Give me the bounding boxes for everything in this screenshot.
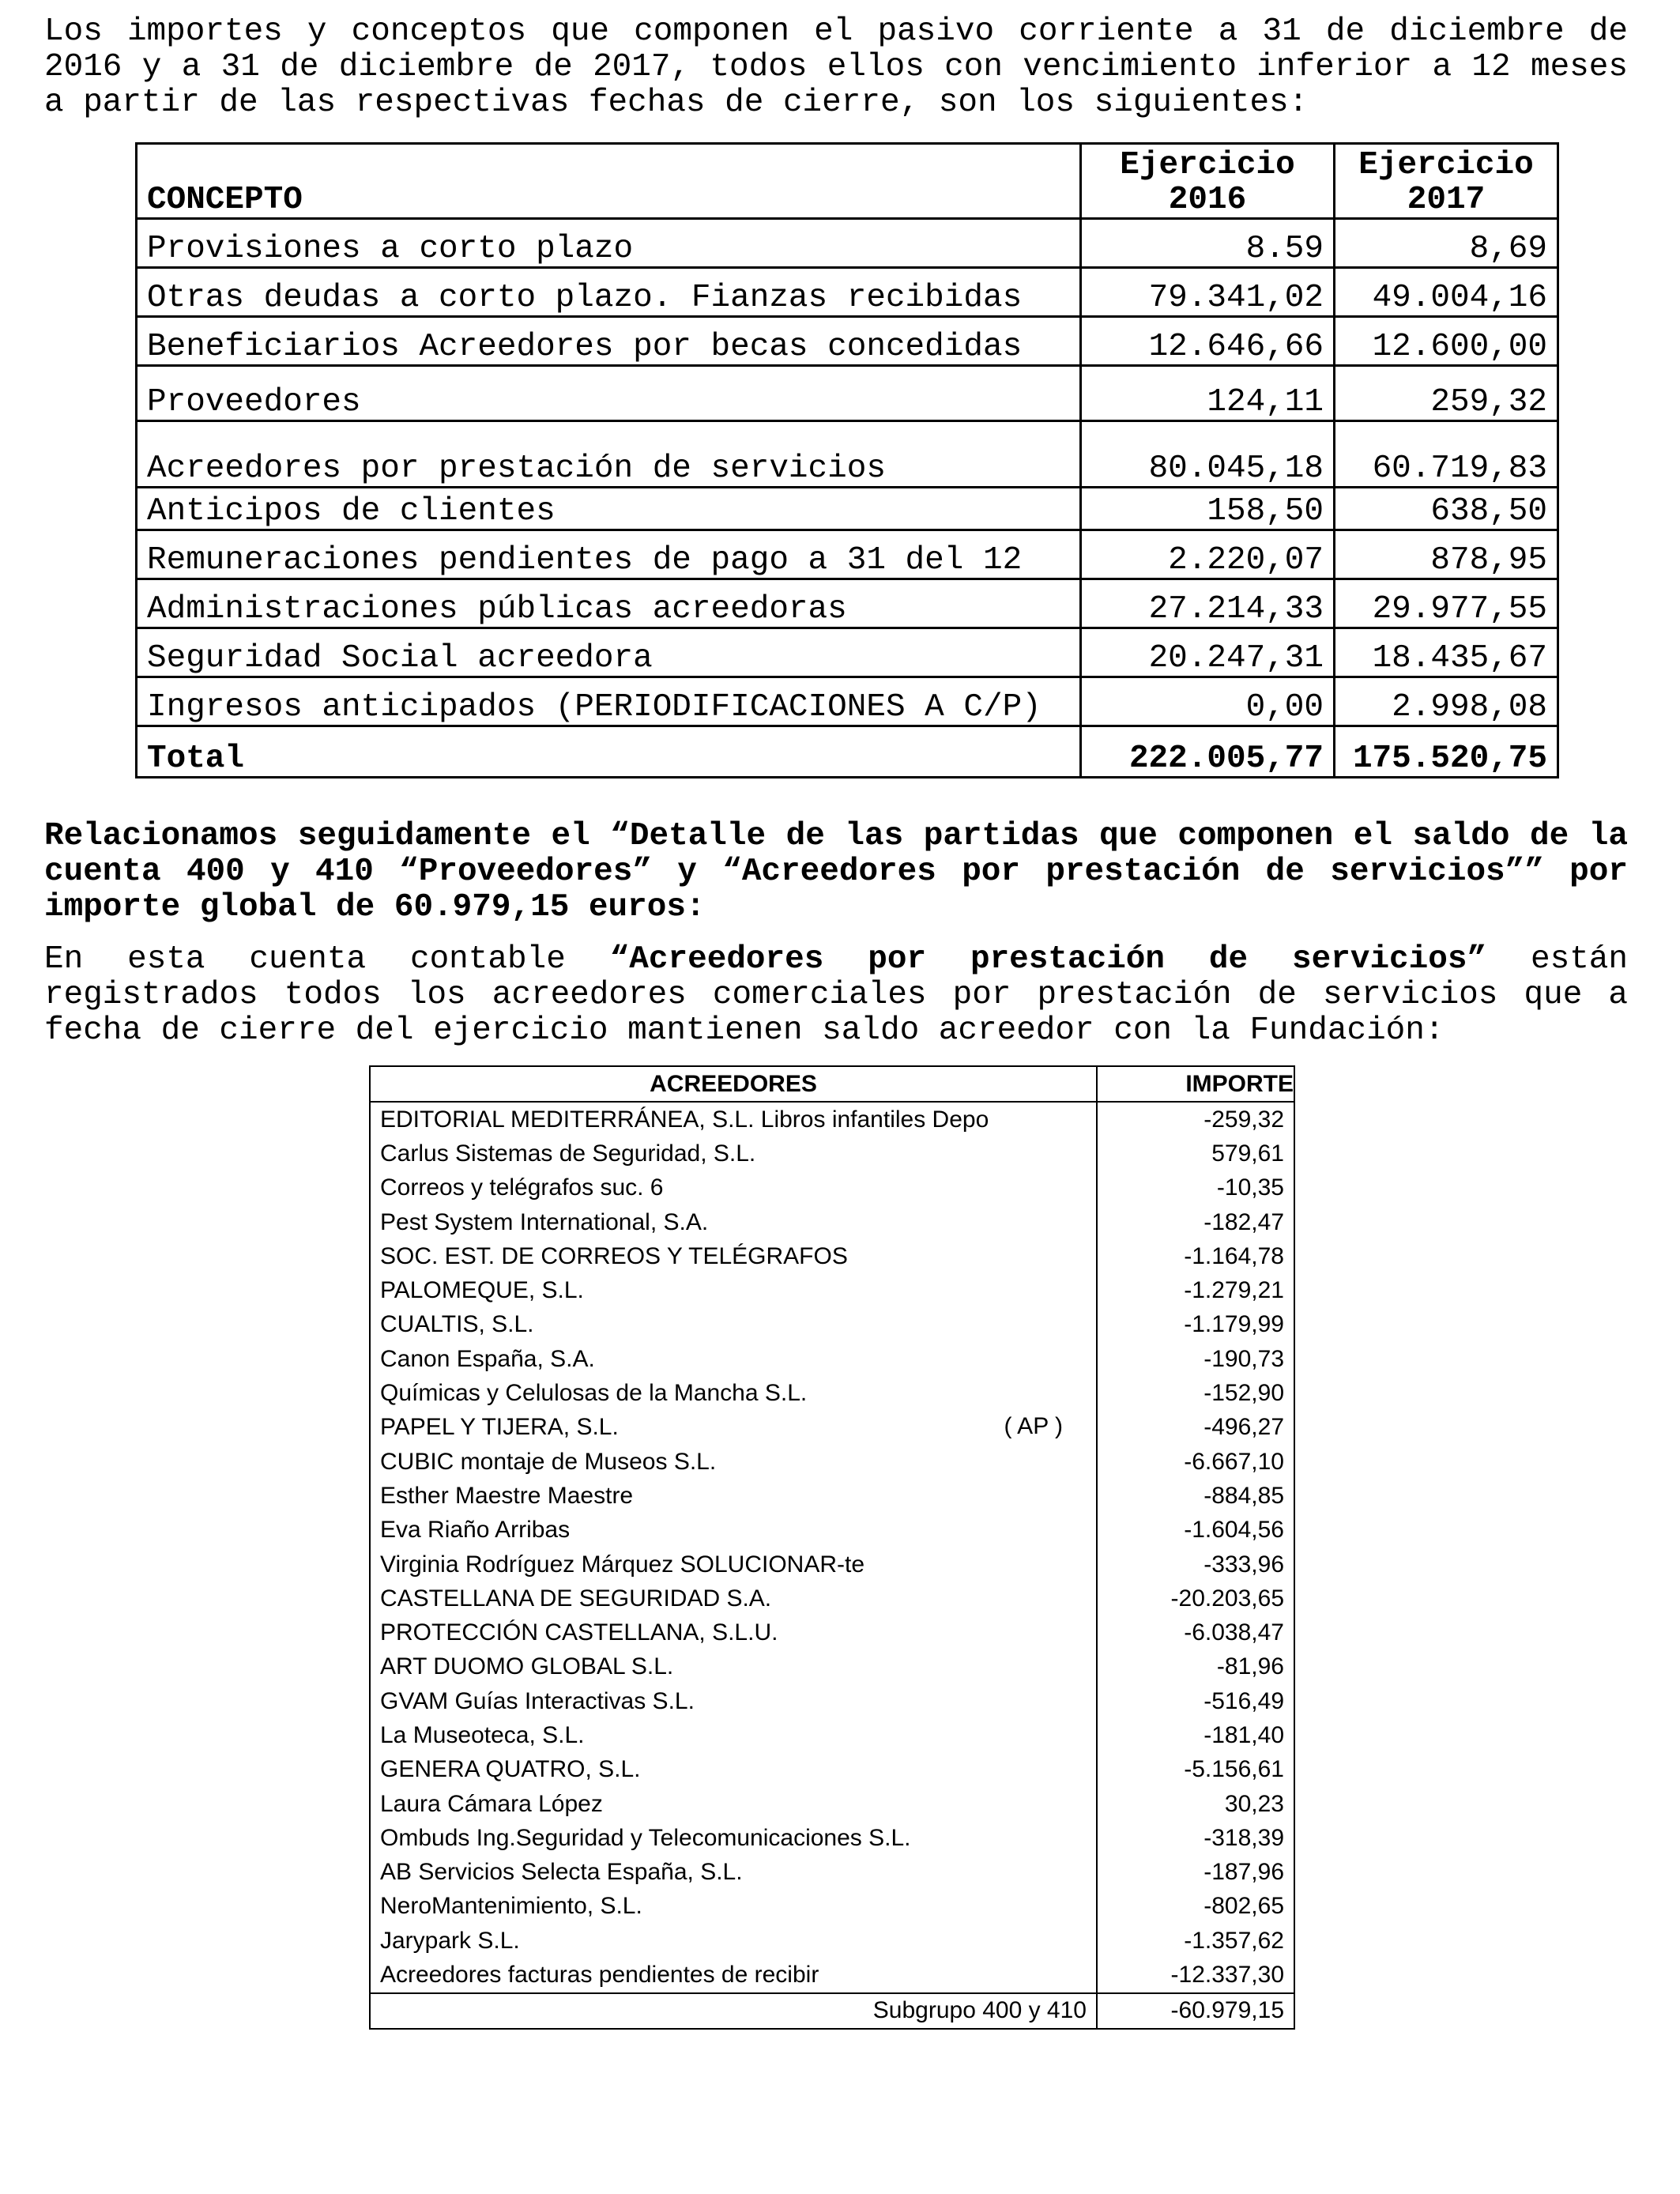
creditor-name: Laura Cámara López [380, 1790, 603, 1817]
creditor-amount: -333,96 [1203, 1551, 1284, 1578]
list-item [370, 1547, 1294, 1581]
list-item [370, 1171, 1294, 1205]
creditor-name: Canon España, S.A. [380, 1345, 595, 1372]
creditors-header-row [370, 1066, 1294, 1102]
concept-cell: Proveedores [137, 366, 1081, 421]
creditor-name-cell [370, 1445, 1097, 1479]
list-item [370, 1102, 1294, 1137]
creditor-name-cell [370, 1514, 1097, 1547]
list-item [370, 1308, 1294, 1342]
accounts-paragraph [44, 942, 1628, 1049]
intro-paragraph: Los importes y conceptos que componen el pasivo corriente a 31 de diciembre de 2016 y a 31 de diciembre de 2017, todos ellos con vencimiento inferior a 12 meses a partir de las respectivas fechas de cierre, son los siguientes: [44, 13, 1628, 121]
table-row [137, 579, 1558, 628]
creditor-amount: -516,49 [1203, 1687, 1284, 1714]
creditor-amount: -496,27 [1203, 1414, 1284, 1441]
detail-heading-paragraph: Relacionamos seguidamente el “Detalle de las partidas que componen el saldo de la cuenta 400 y 410 “Proveedores” y “Acreedores por prestación de servicios”” por importe global de 60.979,15 euros: [44, 818, 1628, 925]
creditor-amount: 579,61 [1211, 1140, 1284, 1167]
total-row [137, 726, 1558, 778]
current-liabilities-table [135, 142, 1559, 778]
creditor-name: PALOMEQUE, S.L. [380, 1277, 584, 1304]
list-item [370, 1581, 1294, 1615]
accounts-paragraph-end: están registrados todos los acreedores comerciales por prestación de servicios que a fecha de cierre del ejercicio mantienen saldo acreedor con la Fundación: [44, 941, 1629, 1049]
table-row [137, 366, 1558, 421]
value-2016-cell: 124,11 [1081, 366, 1335, 421]
table-row [137, 628, 1558, 677]
table-row [137, 219, 1558, 268]
creditor-name: GENERA QUATRO, S.L. [380, 1756, 641, 1783]
creditor-amount: -181,40 [1203, 1721, 1284, 1748]
creditor-name-cell [370, 1650, 1097, 1684]
creditor-name: Acreedores facturas pendientes de recibir [380, 1962, 819, 1989]
creditor-name-cell [370, 1376, 1097, 1410]
creditor-name: La Museoteca, S.L. [380, 1721, 585, 1748]
creditor-name-cell [370, 1137, 1097, 1171]
creditor-name: AB Servicios Selecta España, S.L. [380, 1859, 743, 1886]
creditor-amount: -187,96 [1203, 1859, 1284, 1886]
creditor-name-cell [370, 1239, 1097, 1273]
value-2016-cell: 80.045,18 [1081, 421, 1335, 488]
creditor-name: GVAM Guías Interactivas S.L. [380, 1687, 695, 1714]
concept-cell: Provisiones a corto plazo [137, 219, 1081, 268]
value-2017-cell: 2.998,08 [1335, 677, 1558, 726]
creditor-name: CUALTIS, S.L. [380, 1311, 534, 1338]
value-2016-cell: 79.341,02 [1081, 268, 1335, 317]
creditor-name: CUBIC montaje de Museos S.L. [380, 1448, 717, 1475]
total-2017: 175.520,75 [1335, 726, 1558, 778]
creditor-amount: -182,47 [1203, 1208, 1284, 1235]
concept-cell: Beneficiarios Acreedores por becas concedidas [137, 317, 1081, 366]
value-2016-cell: 158,50 [1081, 488, 1335, 530]
creditor-name: Carlus Sistemas de Seguridad, S.L. [380, 1140, 756, 1167]
header-year-2017: Ejercicio 2017 [1335, 144, 1558, 219]
creditor-name-cell [370, 1342, 1097, 1376]
list-item [370, 1615, 1294, 1649]
creditor-name: EDITORIAL MEDITERRÁNEA, S.L. Libros infantiles Depo [380, 1106, 989, 1133]
concept-cell: Administraciones públicas acreedoras [137, 579, 1081, 628]
table-row [137, 421, 1558, 488]
creditor-name-cell [370, 1958, 1097, 1992]
creditor-name-cell [370, 1718, 1097, 1752]
creditor-name-cell [370, 1581, 1097, 1615]
creditor-amount: 30,23 [1224, 1790, 1284, 1817]
list-item [370, 1890, 1294, 1924]
accounts-paragraph-bold: “Acreedores por prestación de servicios” [609, 941, 1487, 978]
list-item [370, 1650, 1294, 1684]
value-2016-cell: 2.220,07 [1081, 530, 1335, 579]
creditor-amount: -12.337,30 [1170, 1962, 1284, 1989]
list-item [370, 1376, 1294, 1410]
value-2016-cell: 12.646,66 [1081, 317, 1335, 366]
creditor-name: Químicas y Celulosas de la Mancha S.L. [380, 1380, 808, 1407]
total-label: Total [137, 726, 1081, 778]
creditor-name-cell [370, 1753, 1097, 1787]
creditor-amount: -259,32 [1203, 1106, 1284, 1133]
creditor-name: Jarypark S.L. [380, 1927, 520, 1954]
list-item [370, 1821, 1294, 1855]
creditor-name-cell [370, 1102, 1097, 1137]
table-row [137, 317, 1558, 366]
list-item [370, 1137, 1294, 1171]
creditor-name-cell [370, 1890, 1097, 1924]
header-concept: CONCEPTO [137, 144, 1081, 219]
value-2017-cell: 12.600,00 [1335, 317, 1558, 366]
creditor-name: Ombuds Ing.Seguridad y Telecomunicaciones S.L. [380, 1824, 911, 1851]
liabilities-rows [137, 219, 1558, 726]
list-item [370, 1411, 1294, 1445]
subtotal-row [370, 1993, 1294, 2029]
concept-cell: Otras deudas a corto plazo. Fianzas recibidas [137, 268, 1081, 317]
creditor-name-cell [370, 1479, 1097, 1513]
value-2017-cell: 29.977,55 [1335, 579, 1558, 628]
table-row [137, 530, 1558, 579]
creditor-name: SOC. EST. DE CORREOS Y TELÉGRAFOS [380, 1242, 848, 1269]
creditor-name-cell [370, 1411, 1097, 1445]
total-2016: 222.005,77 [1081, 726, 1335, 778]
list-item [370, 1205, 1294, 1239]
creditor-amount: -1.179,99 [1184, 1311, 1284, 1338]
creditor-amount: -6.667,10 [1184, 1448, 1284, 1475]
list-item [370, 1273, 1294, 1307]
creditor-name-cell [370, 1205, 1097, 1239]
subtotal-amount: -60.979,15 [1097, 1993, 1294, 2029]
concept-cell: Seguridad Social acreedora [137, 628, 1081, 677]
table-row [137, 677, 1558, 726]
creditor-name: NeroMantenimiento, S.L. [380, 1893, 642, 1920]
header-year-2016: Ejercicio 2016 [1081, 144, 1335, 219]
creditor-name: Pest System International, S.A. [380, 1208, 709, 1235]
list-item [370, 1445, 1294, 1479]
list-item [370, 1479, 1294, 1513]
value-2017-cell: 259,32 [1335, 366, 1558, 421]
creditor-name-cell [370, 1171, 1097, 1205]
value-2016-cell: 27.214,33 [1081, 579, 1335, 628]
creditor-amount: -81,96 [1216, 1653, 1284, 1680]
concept-cell: Anticipos de clientes [137, 488, 1081, 530]
creditor-name: CASTELLANA DE SEGURIDAD S.A. [380, 1585, 772, 1612]
creditor-amount: -152,90 [1203, 1380, 1284, 1407]
creditor-name: ART DUOMO GLOBAL S.L. [380, 1653, 674, 1680]
value-2017-cell: 878,95 [1335, 530, 1558, 579]
list-item [370, 1718, 1294, 1752]
creditor-amount: -6.038,47 [1184, 1619, 1284, 1646]
creditor-name: Virginia Rodríguez Márquez SOLUCIONAR-te [380, 1551, 865, 1578]
concept-cell: Acreedores por prestación de servicios [137, 421, 1081, 488]
creditor-name-cell [370, 1821, 1097, 1855]
table-row [137, 488, 1558, 530]
header-importe: IMPORTE [1097, 1066, 1294, 1102]
concept-cell: Ingresos anticipados (PERIODIFICACIONES A C/P) [137, 677, 1081, 726]
table-row [137, 268, 1558, 317]
creditor-amount: -1.357,62 [1184, 1927, 1284, 1954]
list-item [370, 1514, 1294, 1547]
creditor-name-cell [370, 1273, 1097, 1307]
creditor-name: PROTECCIÓN CASTELLANA, S.L.U. [380, 1619, 778, 1646]
creditor-amount: -20.203,65 [1170, 1585, 1284, 1612]
creditor-name: Eva Riaño Arribas [380, 1517, 571, 1544]
value-2017-cell: 18.435,67 [1335, 628, 1558, 677]
list-item [370, 1787, 1294, 1821]
list-item [370, 1753, 1294, 1787]
creditor-name-cell [370, 1856, 1097, 1890]
creditors-rows [370, 1102, 1294, 1993]
concept-cell: Remuneraciones pendientes de pago a 31 del 12 [137, 530, 1081, 579]
value-2017-cell: 638,50 [1335, 488, 1558, 530]
value-2016-cell: 8.59 [1081, 219, 1335, 268]
creditor-name: Correos y telégrafos suc. 6 [380, 1174, 664, 1201]
creditor-amount: -10,35 [1216, 1174, 1284, 1201]
creditors-table [369, 1065, 1295, 2030]
value-2016-cell: 20.247,31 [1081, 628, 1335, 677]
list-item [370, 1684, 1294, 1718]
list-item [370, 1239, 1294, 1273]
creditor-amount: -190,73 [1203, 1345, 1284, 1372]
creditor-note: ( AP ) [1004, 1412, 1063, 1439]
creditor-amount: -5.156,61 [1184, 1756, 1284, 1783]
accounts-paragraph-start: En esta cuenta contable [44, 941, 610, 978]
value-2016-cell: 0,00 [1081, 677, 1335, 726]
creditor-amount: -1.164,78 [1184, 1242, 1284, 1269]
header-acreedores: ACREEDORES [370, 1066, 1097, 1102]
creditor-amount: -802,65 [1203, 1893, 1284, 1920]
list-item [370, 1856, 1294, 1890]
value-2017-cell: 60.719,83 [1335, 421, 1558, 488]
value-2017-cell: 8,69 [1335, 219, 1558, 268]
creditor-name: PAPEL Y TIJERA, S.L. [380, 1414, 619, 1441]
creditor-amount: -884,85 [1203, 1482, 1284, 1509]
creditor-name-cell [370, 1547, 1097, 1581]
creditor-name: Esther Maestre Maestre [380, 1482, 634, 1509]
creditor-amount: -1.604,56 [1184, 1517, 1284, 1544]
creditor-amount: -1.279,21 [1184, 1277, 1284, 1304]
creditor-amount: -318,39 [1203, 1824, 1284, 1851]
list-item [370, 1958, 1294, 1992]
creditor-name-cell [370, 1684, 1097, 1718]
list-item [370, 1924, 1294, 1958]
creditor-name-cell [370, 1924, 1097, 1958]
subtotal-label: Subgrupo 400 y 410 [370, 1993, 1097, 2029]
table-header-row [137, 144, 1558, 219]
list-item [370, 1342, 1294, 1376]
creditor-name-cell [370, 1615, 1097, 1649]
creditor-name-cell [370, 1308, 1097, 1342]
creditor-name-cell [370, 1787, 1097, 1821]
value-2017-cell: 49.004,16 [1335, 268, 1558, 317]
